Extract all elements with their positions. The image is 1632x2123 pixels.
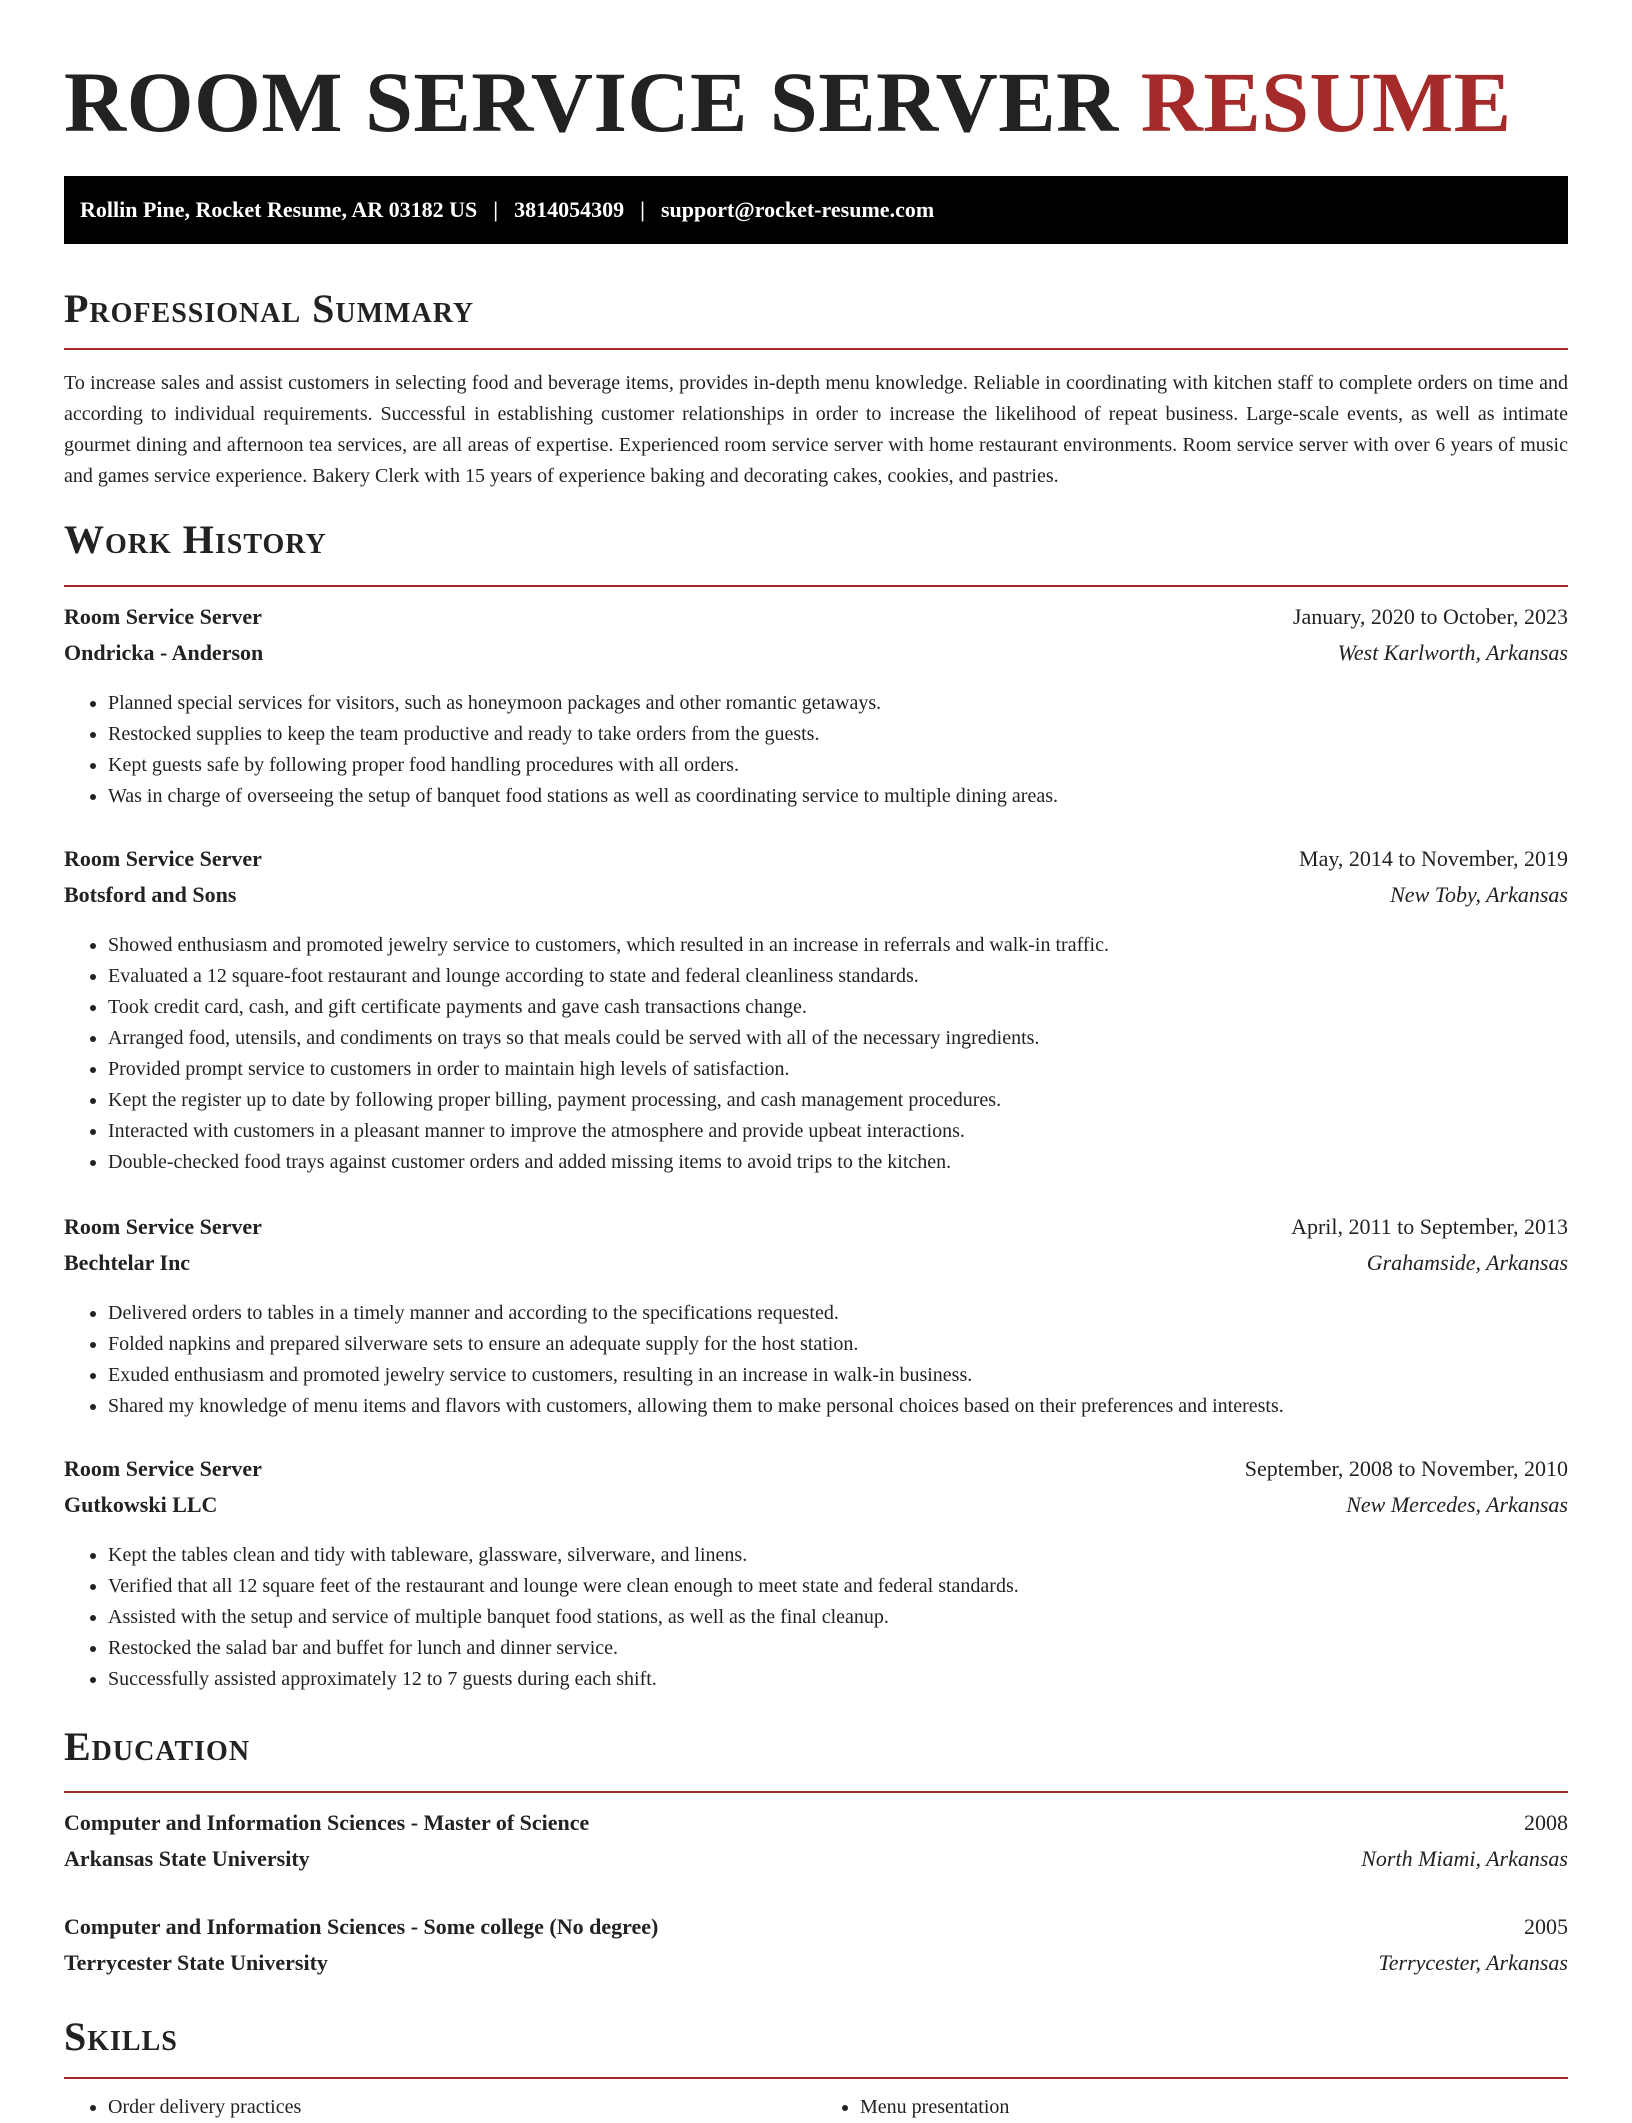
job-title: Room Service Server — [64, 1214, 262, 1239]
degree: Computer and Information Sciences - Master of Science — [64, 1810, 590, 1835]
degree: Computer and Information Sciences - Some college (No degree) — [64, 1914, 659, 1939]
job-dates: April, 2011 to September, 2013 — [1291, 1214, 1568, 1239]
duty-item: • Showed enthusiasm and promoted jewelry service to customers, which resulted in an increase in referrals and walk-in traffic. — [108, 930, 1568, 961]
contact-bar — [64, 176, 1568, 244]
duty-item: • Successfully assisted approximately 12 to 7 guests during each shift. — [108, 1664, 1568, 1695]
contact-separator: | — [493, 197, 499, 222]
education-entry — [64, 1810, 1568, 1882]
contact-address: Rollin Pine, Rocket Resume, AR 03182 US — [80, 197, 478, 222]
job-company: Bechtelar Inc — [64, 1250, 191, 1275]
job-dates: September, 2008 to November, 2010 — [1244, 1456, 1568, 1481]
duty-item: • Shared my knowledge of menu items and flavors with customers, allowing them to make personal choices based on their preferences and interests. — [108, 1391, 1568, 1422]
summary-text: To increase sales and assist customers in selecting food and beverage items, provides in-depth menu knowledge. Reliable in coordinating with kitchen staff to complete orders on time and according to individual requirements. Successful in establishing customer relationships in order to increase the likelihood of repeat business. Large-scale events, as well as intimate gourmet dining and afternoon tea services, are all areas of expertise. Experienced room service server with home restaurant environments. Room service server with over 6 years of music and games service experience. Bakery Clerk with 15 years of experience baking and decorating cakes, cookies, and pastries. — [64, 372, 1568, 487]
contact-email: support@rocket-resume.com — [660, 197, 935, 222]
skills-divider — [64, 2077, 1568, 2079]
job-location: New Toby, Arkansas — [1390, 882, 1568, 907]
job-company: Botsford and Sons — [64, 882, 237, 907]
job-title: Room Service Server — [64, 604, 262, 629]
resume-title — [64, 52, 1512, 152]
job-entry — [64, 1456, 1568, 1695]
duty-item: • Took credit card, cash, and gift certificate payments and gave cash transactions change. — [108, 992, 1568, 1023]
skills-column-right — [816, 2092, 1568, 2123]
duty-item: • Arranged food, utensils, and condiments on trays so that meals could be served with all of the necessary ingredients. — [108, 1023, 1568, 1054]
job-duties — [64, 1298, 1568, 1422]
job-duties — [64, 688, 1568, 812]
contact-separator: | — [640, 197, 645, 222]
duty-item: • Provided prompt service to customers in order to maintain high levels of satisfaction. — [108, 1054, 1568, 1085]
duty-item: • Kept guests safe by following proper food handling procedures with all orders. — [108, 750, 1568, 781]
duty-item: • Exuded enthusiasm and promoted jewelry service to customers, resulting in an increase in walk-in business. — [108, 1360, 1568, 1391]
duty-item: • Kept the register up to date by following proper billing, payment processing, and cash management procedures. — [108, 1085, 1568, 1116]
school: Arkansas State University — [64, 1846, 310, 1871]
job-dates: January, 2020 to October, 2023 — [1292, 604, 1568, 629]
job-entry — [64, 846, 1568, 1178]
summary-heading: Professional Summary — [64, 286, 475, 331]
school-location: North Miami, Arkansas — [1361, 1846, 1568, 1871]
skill-item: • Order delivery practices — [108, 2092, 816, 2123]
job-duties — [64, 930, 1568, 1178]
education-heading: Education — [64, 1724, 251, 1769]
job-duties — [64, 1540, 1568, 1695]
duty-item: • Double-checked food trays against customer orders and added missing items to avoid trips to the kitchen. — [108, 1147, 1568, 1178]
duty-item: • Evaluated a 12 square-foot restaurant and lounge according to state and federal cleanliness standards. — [108, 961, 1568, 992]
duty-item: • Interacted with customers in a pleasant manner to improve the atmosphere and provide upbeat interactions. — [108, 1116, 1568, 1147]
duty-item: • Delivered orders to tables in a timely manner and according to the specifications requested. — [108, 1298, 1568, 1329]
duty-item: • Assisted with the setup and service of multiple banquet food stations, as well as the final cleanup. — [108, 1602, 1568, 1633]
duty-item: • Verified that all 12 square feet of the restaurant and lounge were clean enough to meet state and federal standards. — [108, 1571, 1568, 1602]
job-location: West Karlworth, Arkansas — [1337, 640, 1568, 665]
work-history-divider — [64, 585, 1568, 587]
job-company: Gutkowski LLC — [64, 1492, 218, 1517]
job-location: Grahamside, Arkansas — [1366, 1250, 1568, 1275]
school-location: Terrycester, Arkansas — [1378, 1950, 1568, 1975]
title-accent: RESUME — [1140, 54, 1512, 150]
title-main: ROOM SERVICE SERVER — [64, 54, 1119, 150]
graduation-year: 2005 — [1524, 1914, 1568, 1939]
duty-item: • Planned special services for visitors, such as honeymoon packages and other romantic getaways. — [108, 688, 1568, 719]
skills-column-left — [64, 2092, 816, 2123]
duty-item: • Restocked supplies to keep the team productive and ready to take orders from the guests. — [108, 719, 1568, 750]
skills-heading: Skills — [64, 2014, 178, 2059]
skills-list — [64, 2092, 1568, 2123]
graduation-year: 2008 — [1524, 1810, 1568, 1835]
job-dates: May, 2014 to November, 2019 — [1299, 846, 1568, 871]
duty-item: • Restocked the salad bar and buffet for lunch and dinner service. — [108, 1633, 1568, 1664]
duty-item: • Kept the tables clean and tidy with tableware, glassware, silverware, and linens. — [108, 1540, 1568, 1571]
job-entry — [64, 604, 1568, 812]
job-title: Room Service Server — [64, 846, 262, 871]
skill-item: • Menu presentation — [860, 2092, 1568, 2123]
education-divider — [64, 1791, 1568, 1793]
job-title: Room Service Server — [64, 1456, 262, 1481]
contact-phone: 3814054309 — [514, 197, 625, 222]
summary-divider — [64, 348, 1568, 350]
work-history-heading: Work History — [64, 517, 327, 562]
duty-item: • Was in charge of overseeing the setup of banquet food stations as well as coordinating service to multiple dining areas. — [108, 781, 1568, 812]
job-company: Ondricka - Anderson — [64, 640, 264, 665]
job-location: New Mercedes, Arkansas — [1346, 1492, 1568, 1517]
job-entry — [64, 1214, 1568, 1422]
education-entry — [64, 1914, 1568, 1986]
school: Terrycester State University — [64, 1950, 328, 1975]
duty-item: • Folded napkins and prepared silverware sets to ensure an adequate supply for the host station. — [108, 1329, 1568, 1360]
